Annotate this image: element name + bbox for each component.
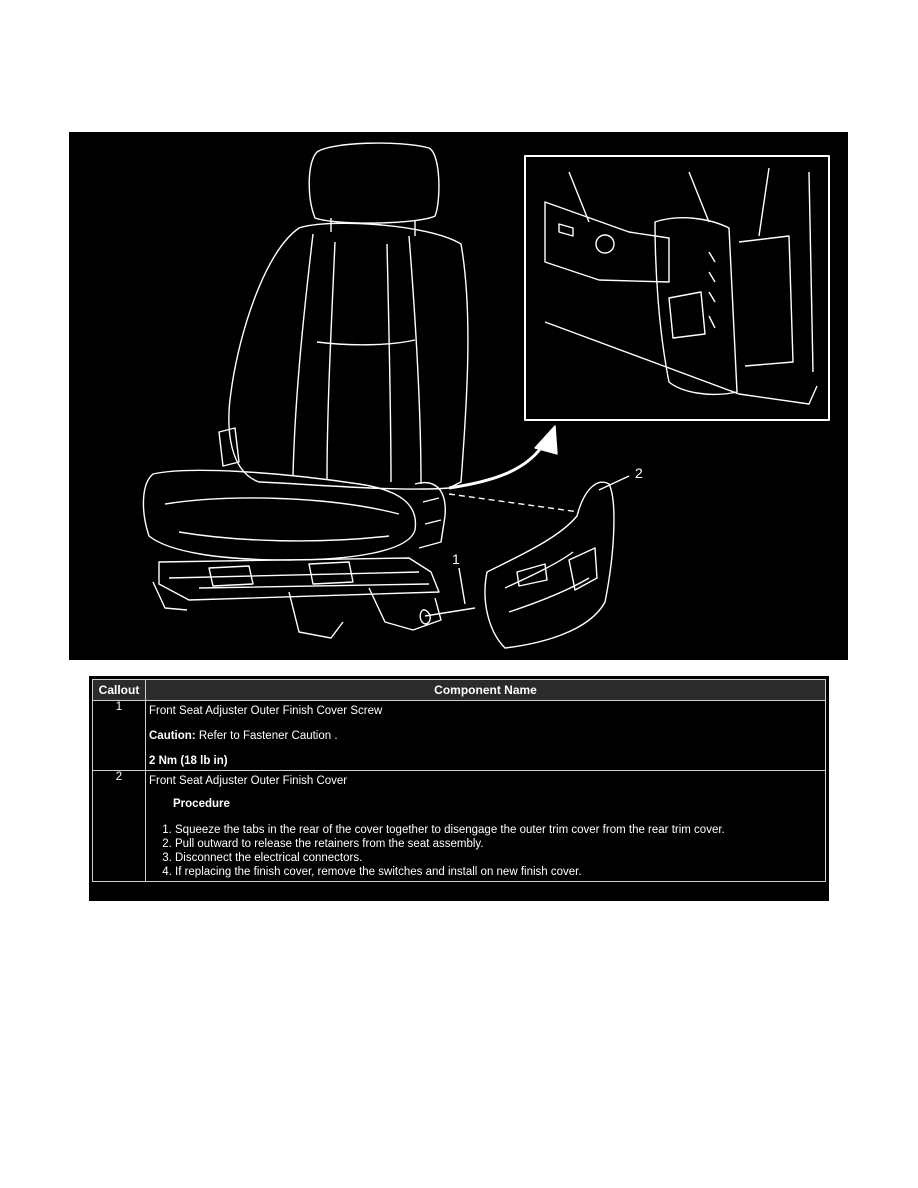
table-row — [93, 701, 826, 771]
seat-cushion — [143, 470, 415, 560]
row-component-cell — [146, 701, 826, 771]
component-name: Front Seat Adjuster Outer Finish Cover — [149, 775, 348, 787]
callout-table-frame — [89, 676, 829, 901]
row-callout-number: 1 — [93, 701, 146, 771]
caution-label: Caution: — [149, 730, 196, 742]
finish-cover — [485, 482, 614, 648]
screw — [420, 608, 475, 624]
procedure-step: 1. Squeeze the tabs in the rear of the cover together to disengage the outer trim cover from the rear trim cover. — [175, 823, 821, 837]
table-header-row — [93, 680, 826, 701]
header-component-name: Component Name — [146, 680, 826, 701]
callout-table — [92, 679, 826, 882]
header-callout: Callout — [93, 680, 146, 701]
callout-1-label: 1 — [452, 551, 460, 567]
caution-note — [149, 729, 821, 743]
seat-back — [229, 223, 468, 489]
row-callout-number: 2 — [93, 771, 146, 882]
caution-text: Refer to Fastener Caution . — [195, 730, 338, 742]
procedure-steps — [149, 823, 821, 879]
seat-illustration — [69, 132, 848, 660]
procedure-step: 2. Pull outward to release the retainers from the seat assembly. — [175, 837, 821, 851]
procedure-title: Procedure — [173, 798, 230, 810]
headrest — [309, 143, 439, 223]
seat-line-drawing — [69, 132, 848, 660]
detail-inset — [525, 156, 829, 420]
seat-track — [159, 558, 439, 600]
row-component-cell — [146, 771, 826, 882]
torque-spec: 2 Nm (18 lb in) — [149, 755, 228, 767]
callout-2-label: 2 — [635, 465, 643, 481]
table-row — [93, 771, 826, 882]
procedure-step: 3. Disconnect the electrical connectors. — [175, 851, 821, 865]
component-name: Front Seat Adjuster Outer Finish Cover Screw — [149, 705, 383, 717]
procedure-step: 4. If replacing the finish cover, remove the switches and install on new finish cover. — [175, 865, 821, 879]
